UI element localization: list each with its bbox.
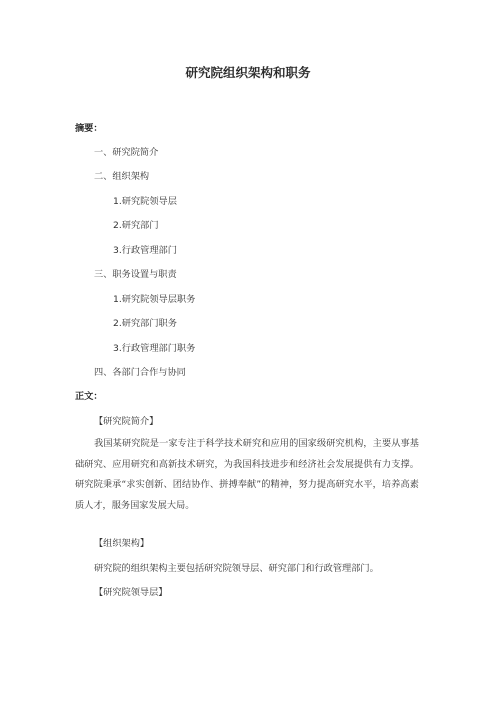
outline-subitem: 3.行政管理部门职务 [113,343,196,354]
outline-item: 三、职务设置与职责 [94,269,177,280]
outline-subitem: 2.研究部门 [113,220,159,231]
body-heading: 正文： [75,391,103,402]
outline-subitem: 1.研究院领导层 [113,196,177,207]
section-heading: 【研究院简介】 [94,416,159,427]
document-title: 研究院组织架构和职务 [185,65,311,80]
abstract-heading: 摘要： [75,123,103,134]
section-heading: 【组织架构】 [94,538,150,549]
structure-paragraph: 研究院的组织架构主要包括研究院领导层、研究部门和行政管理部门。 [94,563,379,574]
outline-item: 一、研究院简介 [94,147,159,158]
intro-paragraph [75,434,419,516]
outline-subitem: 1.研究院领导层职务 [113,294,196,305]
section-heading: 【研究院领导层】 [94,587,168,598]
outline-subitem: 2.研究部门职务 [113,318,177,329]
intro-paragraph-text: 我国某研究院是一家专注于科学技术研究和应用的国家级研究机构，主要从事基础研究、应用研究和高新技术研究，为我国科技进步和经济社会发展提供有力支撑。研究院秉承“求实创新、团结协作、拼搏奉献”的精神，努力提高研究水平，培养高素质人才，服务国家发展大局。 [75,438,419,511]
outline-subitem: 3.行政管理部门 [113,245,177,256]
outline-item: 四、各部门合作与协同 [94,367,186,378]
outline-item: 二、组织架构 [94,171,150,182]
